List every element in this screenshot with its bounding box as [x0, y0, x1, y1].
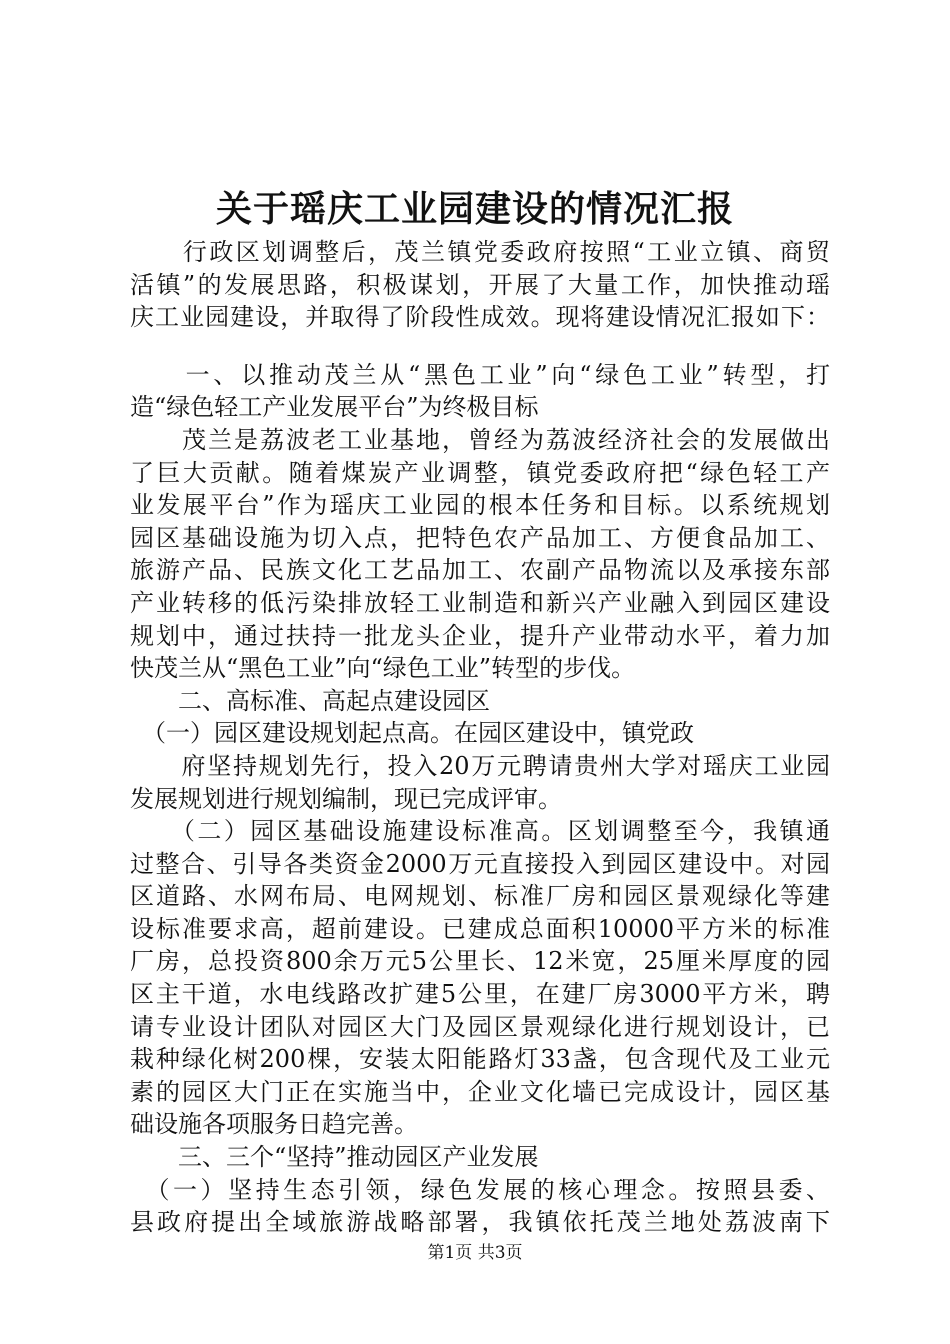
body-text-line: 栽种绿化树200棵，安装太阳能路灯33盏，包含现代及工业元 — [130, 1045, 830, 1074]
body-text-line: （二）园区基础设施建设标准高。区划调整至今，我镇通 — [130, 817, 830, 846]
body-text-line: （一）坚持生态引领，绿色发展的核心理念。按照县委、 — [130, 1175, 830, 1204]
body-text-line: 了巨大贡献。随着煤炭产业调整，镇党委政府把“绿色轻工产 — [130, 458, 830, 487]
body-text-line: 茂兰是荔波老工业基地，曾经为荔波经济社会的发展做出 — [130, 425, 830, 454]
body-text-line: 庆工业园建设，并取得了阶段性成效。现将建设情况汇报如下： — [130, 303, 830, 332]
body-text-line: 发展规划进行规划编制，现已完成评审。 — [130, 784, 562, 813]
body-text-line: 县政府提出全域旅游战略部署，我镇依托茂兰地处荔波南下 — [130, 1208, 830, 1237]
body-text-line: 规划中，通过扶持一批龙头企业，提升产业带动水平，着力加 — [130, 621, 830, 650]
body-text-line: 厂房，总投资800余万元5公里长、12米宽，25厘米厚度的园 — [130, 947, 830, 976]
body-text-line: 设标准要求高，超前建设。已建成总面积10000平方米的标准 — [130, 914, 830, 943]
body-text-line: 行政区划调整后，茂兰镇党委政府按照“工业立镇、商贸 — [130, 238, 830, 266]
body-text-line: 府坚持规划先行，投入20万元聘请贵州大学对瑶庆工业园 — [130, 751, 830, 780]
body-text-line: 业发展平台”作为瑶庆工业园的根本任务和目标。以系统规划 — [130, 491, 830, 520]
body-text-line: 三、三个“坚持”推动园区产业发展 — [130, 1143, 539, 1172]
body-text-line: 产业转移的低污染排放轻工业制造和新兴产业融入到园区建设 — [130, 588, 830, 617]
body-text-line: 过整合、引导各类资金2000万元直接投入到园区建设中。对园 — [130, 849, 830, 878]
body-text-line: 区主干道，水电线路改扩建5公里，在建厂房3000平方米，聘 — [130, 980, 830, 1009]
body-text-line: 二、高标准、高起点建设园区 — [130, 686, 490, 715]
body-text-line: 活镇”的发展思路，积极谋划，开展了大量工作，加快推动瑶 — [130, 270, 830, 299]
page-footer: 第1页 共3页 — [427, 1243, 523, 1263]
body-text-line: 础设施各项服务日趋完善。 — [130, 1110, 418, 1139]
body-text-line: 区道路、水网布局、电网规划、标准厂房和园区景观绿化等建 — [130, 882, 830, 911]
document-title: 关于瑶庆工业园建设的情况汇报 — [215, 188, 734, 230]
body-text-line: 园区基础设施为切入点，把特色农产品加工、方便食品加工、 — [130, 523, 830, 552]
paragraph-gap — [130, 334, 830, 359]
body-text-line: 快茂兰从“黑色工业”向“绿色工业”转型的步伐。 — [130, 654, 636, 683]
body-text-line: 造“绿色轻工产业发展平台”为终极目标 — [130, 393, 539, 422]
body-text-line: 请专业设计团队对园区大门及园区景观绿化进行规划设计，已 — [130, 1012, 830, 1041]
body-text-line: 旅游产品、民族文化工艺品加工、农副产品物流以及承接东部 — [130, 556, 830, 585]
body-text-line: 一、以推动茂兰从“黑色工业”向“绿色工业”转型，打 — [130, 360, 830, 389]
body-text-line: 素的园区大门正在实施当中，企业文化墙已完成设计，园区基 — [130, 1077, 830, 1106]
document-body — [130, 236, 830, 1239]
body-text-line: （一）园区建设规划起点高。在园区建设中，镇党政 — [130, 719, 694, 748]
